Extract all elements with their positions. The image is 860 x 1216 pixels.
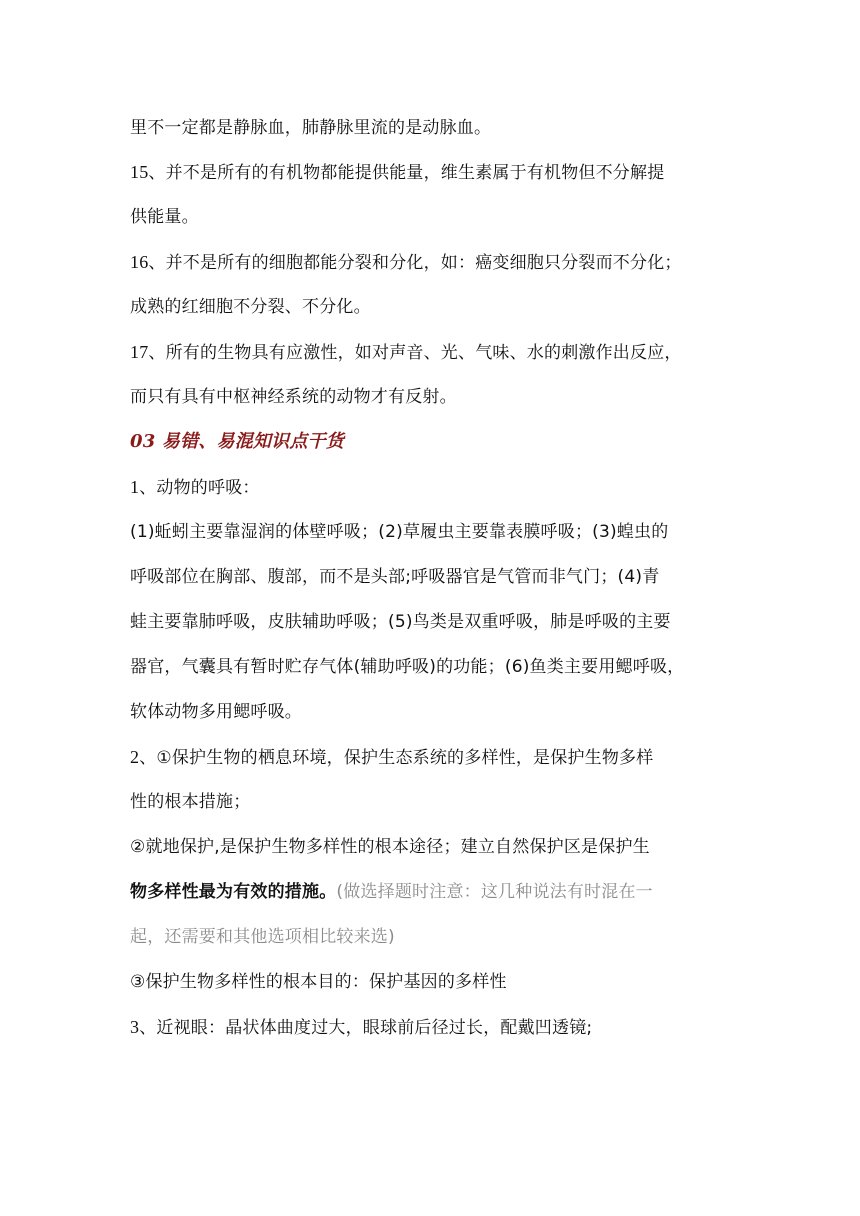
item-17-line-2: 而只有具有中枢神经系统的动物才有反射。 [130,387,457,407]
item-1-title: 1、动物的呼吸： [130,477,260,498]
item-2-line-6: ③保护生物多样性的根本目的：保护基因的多样性 [130,972,507,992]
item-15-line-2: 供能量。 [130,207,199,227]
item-15-line-1: 15、并不是所有的有机物都能提供能量，维生素属于有机物但不分解提 [130,162,665,183]
exam-note: (做选择题时注意：这几种说法有时混在一 [336,882,653,902]
item-17-line-1: 17、所有的生物具有应激性，如对声音、光、气味、水的刺激作出反应， [130,342,682,363]
item-2-line-4: 物多样性最为有效的措施。(做选择题时注意：这几种说法有时混在一 [130,882,653,902]
text-line: 里不一定都是静脉血，肺静脉里流的是动脉血。 [130,118,492,138]
item-2-line-5 [130,925,734,949]
item-1-line-3: 蛙主要靠肺呼吸，皮肤辅助呼吸；(5)鸟类是双重呼吸，肺是呼吸的主要 [130,612,671,632]
section-heading: 03 易错、易混知识点干货 [130,431,344,452]
exam-note-continued: 起，还需要和其他选项相比较来选) [130,927,395,947]
item-1-line-1: (1)蚯蚓主要靠湿润的体壁呼吸；(2)草履虫主要靠表膜呼吸；(3)蝗虫的 [130,522,669,542]
item-16-line-2: 成熟的红细胞不分裂、不分化。 [130,297,371,317]
item-1-line-4: 器官，气囊具有暂时贮存气体(辅助呼吸)的功能；(6)鱼类主要用鳃呼吸， [130,657,685,677]
item-2-line-2: 性的根本措施； [130,792,251,812]
item-1-line-2: 呼吸部位在胸部、腹部，而不是头部;呼吸器官是气管而非气门；(4)青 [130,567,660,587]
item-3-line-1: 3、近视眼：晶状体曲度过大，眼球前后径过长，配戴凹透镜; [130,1017,593,1038]
item-16-line-1: 16、并不是所有的细胞都能分裂和分化，如：癌变细胞只分裂而不分化； [130,252,682,273]
item-2-line-3: ②就地保护,是保护生物多样性的根本途径；建立自然保护区是保护生 [130,837,650,857]
item-1-line-5: 软体动物多用鳃呼吸。 [130,702,302,722]
item-2-line-1: 2、①保护生物的栖息环境，保护生态系统的多样性，是保护生物多样 [130,747,654,768]
